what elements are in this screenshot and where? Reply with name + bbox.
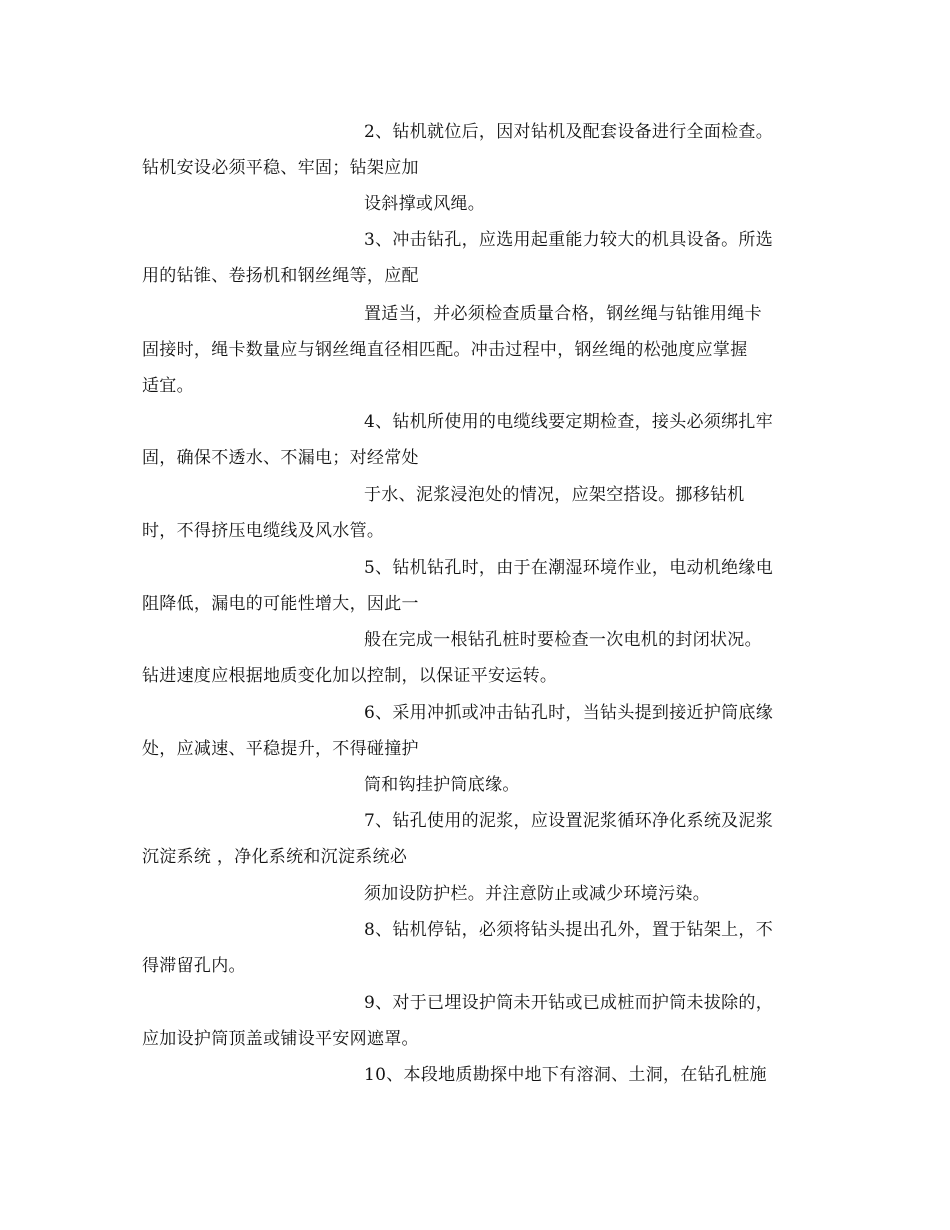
text-line: 筒和钩挂护筒底缘。	[364, 775, 520, 795]
text-line: 沉淀系统 ，净化系统和沉淀系统必	[142, 847, 408, 867]
text-line: 于水、泥浆浸泡处的情况，应架空搭设。挪移钻机	[364, 485, 745, 505]
text-line: 须加设防护栏。并注意防止或减少环境污染。	[364, 884, 710, 904]
text-line: 5、钻机钻孔时，由于在潮湿环境作业，电动机绝缘电	[364, 558, 774, 578]
text-line: 固接时，绳卡数量应与钢丝绳直径相匹配。冲击过程中，钢丝绳的松弛度应掌握	[142, 340, 748, 360]
text-line: 钻进速度应根据地质变化加以控制，以保证平安运转。	[142, 666, 558, 686]
text-line: 得滞留孔内。	[142, 956, 246, 976]
text-line: 钻机安设必须平稳、牢固；钻架应加	[142, 158, 419, 178]
text-line: 设斜撑或风绳。	[364, 194, 486, 214]
text-line: 3、冲击钻孔，应选用起重能力较大的机具设备。所选	[364, 230, 774, 250]
text-line: 应加设护筒顶盖或铺设平安网遮罩。	[142, 1029, 419, 1049]
text-line: 2、钻机就位后，因对钻机及配套设备进行全面检查。	[364, 122, 774, 142]
text-line: 8、钻机停钻，必须将钻头提出孔外，置于钻架上，不	[364, 920, 774, 940]
text-line: 固，确保不透水、不漏电；对经常处	[142, 448, 419, 468]
text-line: 时，不得挤压电缆线及风水管。	[142, 521, 385, 541]
text-line: 10、本段地质勘探中地下有溶洞、土洞，在钻孔桩施	[364, 1065, 767, 1085]
text-line: 般在完成一根钻孔桩时要检查一次电机的封闭状况。	[364, 630, 762, 650]
text-line: 用的钻锥、卷扬机和钢丝绳等，应配	[142, 266, 419, 286]
text-line: 置适当，并必须检查质量合格，钢丝绳与钻锥用绳卡	[364, 304, 762, 324]
text-line: 4、钻机所使用的电缆线要定期检查，接头必须绑扎牢	[364, 412, 774, 432]
text-line: 阻降低，漏电的可能性增大，因此一	[142, 594, 419, 614]
text-line: 适宜。	[142, 376, 194, 396]
text-line: 7、钻孔使用的泥浆，应设置泥浆循环净化系统及泥浆	[364, 811, 774, 831]
text-line: 9、对于已埋设护筒未开钻或已成桩而护筒未拔除的，	[364, 993, 774, 1013]
text-line: 处，应减速、平稳提升，不得碰撞护	[142, 739, 419, 759]
text-line: 6、采用冲抓或冲击钻孔时，当钻头提到接近护筒底缘	[364, 703, 774, 723]
